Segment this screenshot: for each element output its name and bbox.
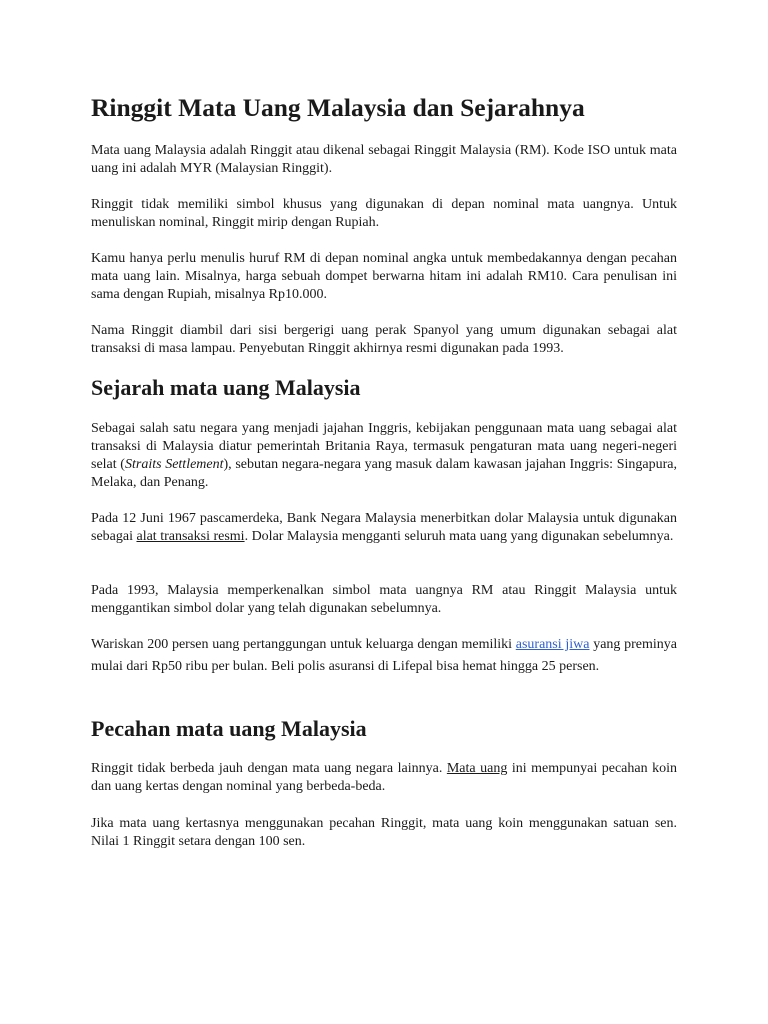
sejarah-p2-text-a: Pada 12 Juni 1967 pascamerdeka, Bank Negara Malaysia menerbitkan dolar Malaysia untuk digunakan sebagai — [91, 511, 677, 544]
sejarah-paragraph-1 — [91, 420, 677, 492]
sejarah-p1-text-b: ), sebutan negara-negara yang masuk dalam kawasan jajahan Inggris: Singapura, Melaka, dan Penang. — [91, 457, 677, 490]
sejarah-paragraph-2 — [91, 510, 677, 546]
mata-uang-link[interactable]: Mata uang — [446, 761, 508, 776]
pecahan-paragraph-1 — [91, 760, 677, 796]
asuransi-jiwa-link[interactable]: asuransi jiwa — [515, 637, 590, 652]
page-title: Ringgit Mata Uang Malaysia dan Sejarahnya — [91, 93, 585, 122]
intro-paragraph-1: Mata uang Malaysia adalah Ringgit atau dikenal sebagai Ringgit Malaysia (RM). Kode ISO untuk mata uang ini adalah MYR (Malaysian Ringgit). — [91, 143, 677, 176]
pecahan-p1-text-b: ini mempunyai pecahan koin dan uang kertas dengan nominal yang berbeda-beda. — [91, 761, 677, 794]
sejarah-p1-text-a: Sebagai salah satu negara yang menjadi jajahan Inggris, kebijakan penggunaan mata uang sebagai alat transaksi di Malaysia diatur pemerintah Britania Raya, termasuk pengaturan mata uang negeri-negeri selat ( — [91, 421, 677, 472]
alat-transaksi-resmi-link[interactable]: alat transaksi resmi — [136, 529, 245, 544]
pecahan-p1-text-a: Ringgit tidak berbeda jauh dengan mata uang negara lainnya. — [91, 761, 447, 776]
straits-settlement-term: Straits Settlement — [124, 457, 224, 472]
intro-paragraph-4: Nama Ringgit diambil dari sisi bergerigi uang perak Spanyol yang umum digunakan sebagai alat transaksi di masa lampau. Penyebutan Ringgit akhirnya resmi digunakan pada 1993. — [91, 323, 677, 356]
section-heading-pecahan: Pecahan mata uang Malaysia — [91, 716, 367, 741]
sejarah-paragraph-3: Pada 1993, Malaysia memperkenalkan simbol mata uangnya RM atau Ringgit Malaysia untuk menggantikan simbol dolar yang telah digunakan sebelumnya. — [91, 583, 677, 616]
section-heading-sejarah: Sejarah mata uang Malaysia — [91, 375, 361, 400]
pecahan-paragraph-2: Jika mata uang kertasnya menggunakan pecahan Ringgit, mata uang koin menggunakan satuan sen. Nilai 1 Ringgit setara dengan 100 sen. — [91, 816, 677, 849]
intro-paragraph-3: Kamu hanya perlu menulis huruf RM di depan nominal angka untuk membedakannya dengan pecahan mata uang lain. Misalnya, harga sebuah dompet berwarna hitam ini adalah RM10. Cara penulisan ini sama dengan Rupiah, misalnya Rp10.000. — [91, 251, 677, 302]
sejarah-p4-text-a: Wariskan 200 persen uang pertanggungan untuk keluarga dengan memiliki — [91, 637, 516, 652]
sejarah-p4-text-b: yang preminya mulai dari Rp50 ribu per bulan. Beli polis asuransi di Lifepal bisa hemat hingga 25 persen. — [91, 637, 677, 674]
sejarah-paragraph-4 — [91, 634, 677, 678]
intro-paragraph-2: Ringgit tidak memiliki simbol khusus yang digunakan di depan nominal mata uangnya. Untuk menuliskan nominal, Ringgit mirip dengan Rupiah. — [91, 197, 677, 230]
sejarah-p2-text-b: . Dolar Malaysia mengganti seluruh mata uang yang digunakan sebelumnya. — [244, 529, 674, 544]
